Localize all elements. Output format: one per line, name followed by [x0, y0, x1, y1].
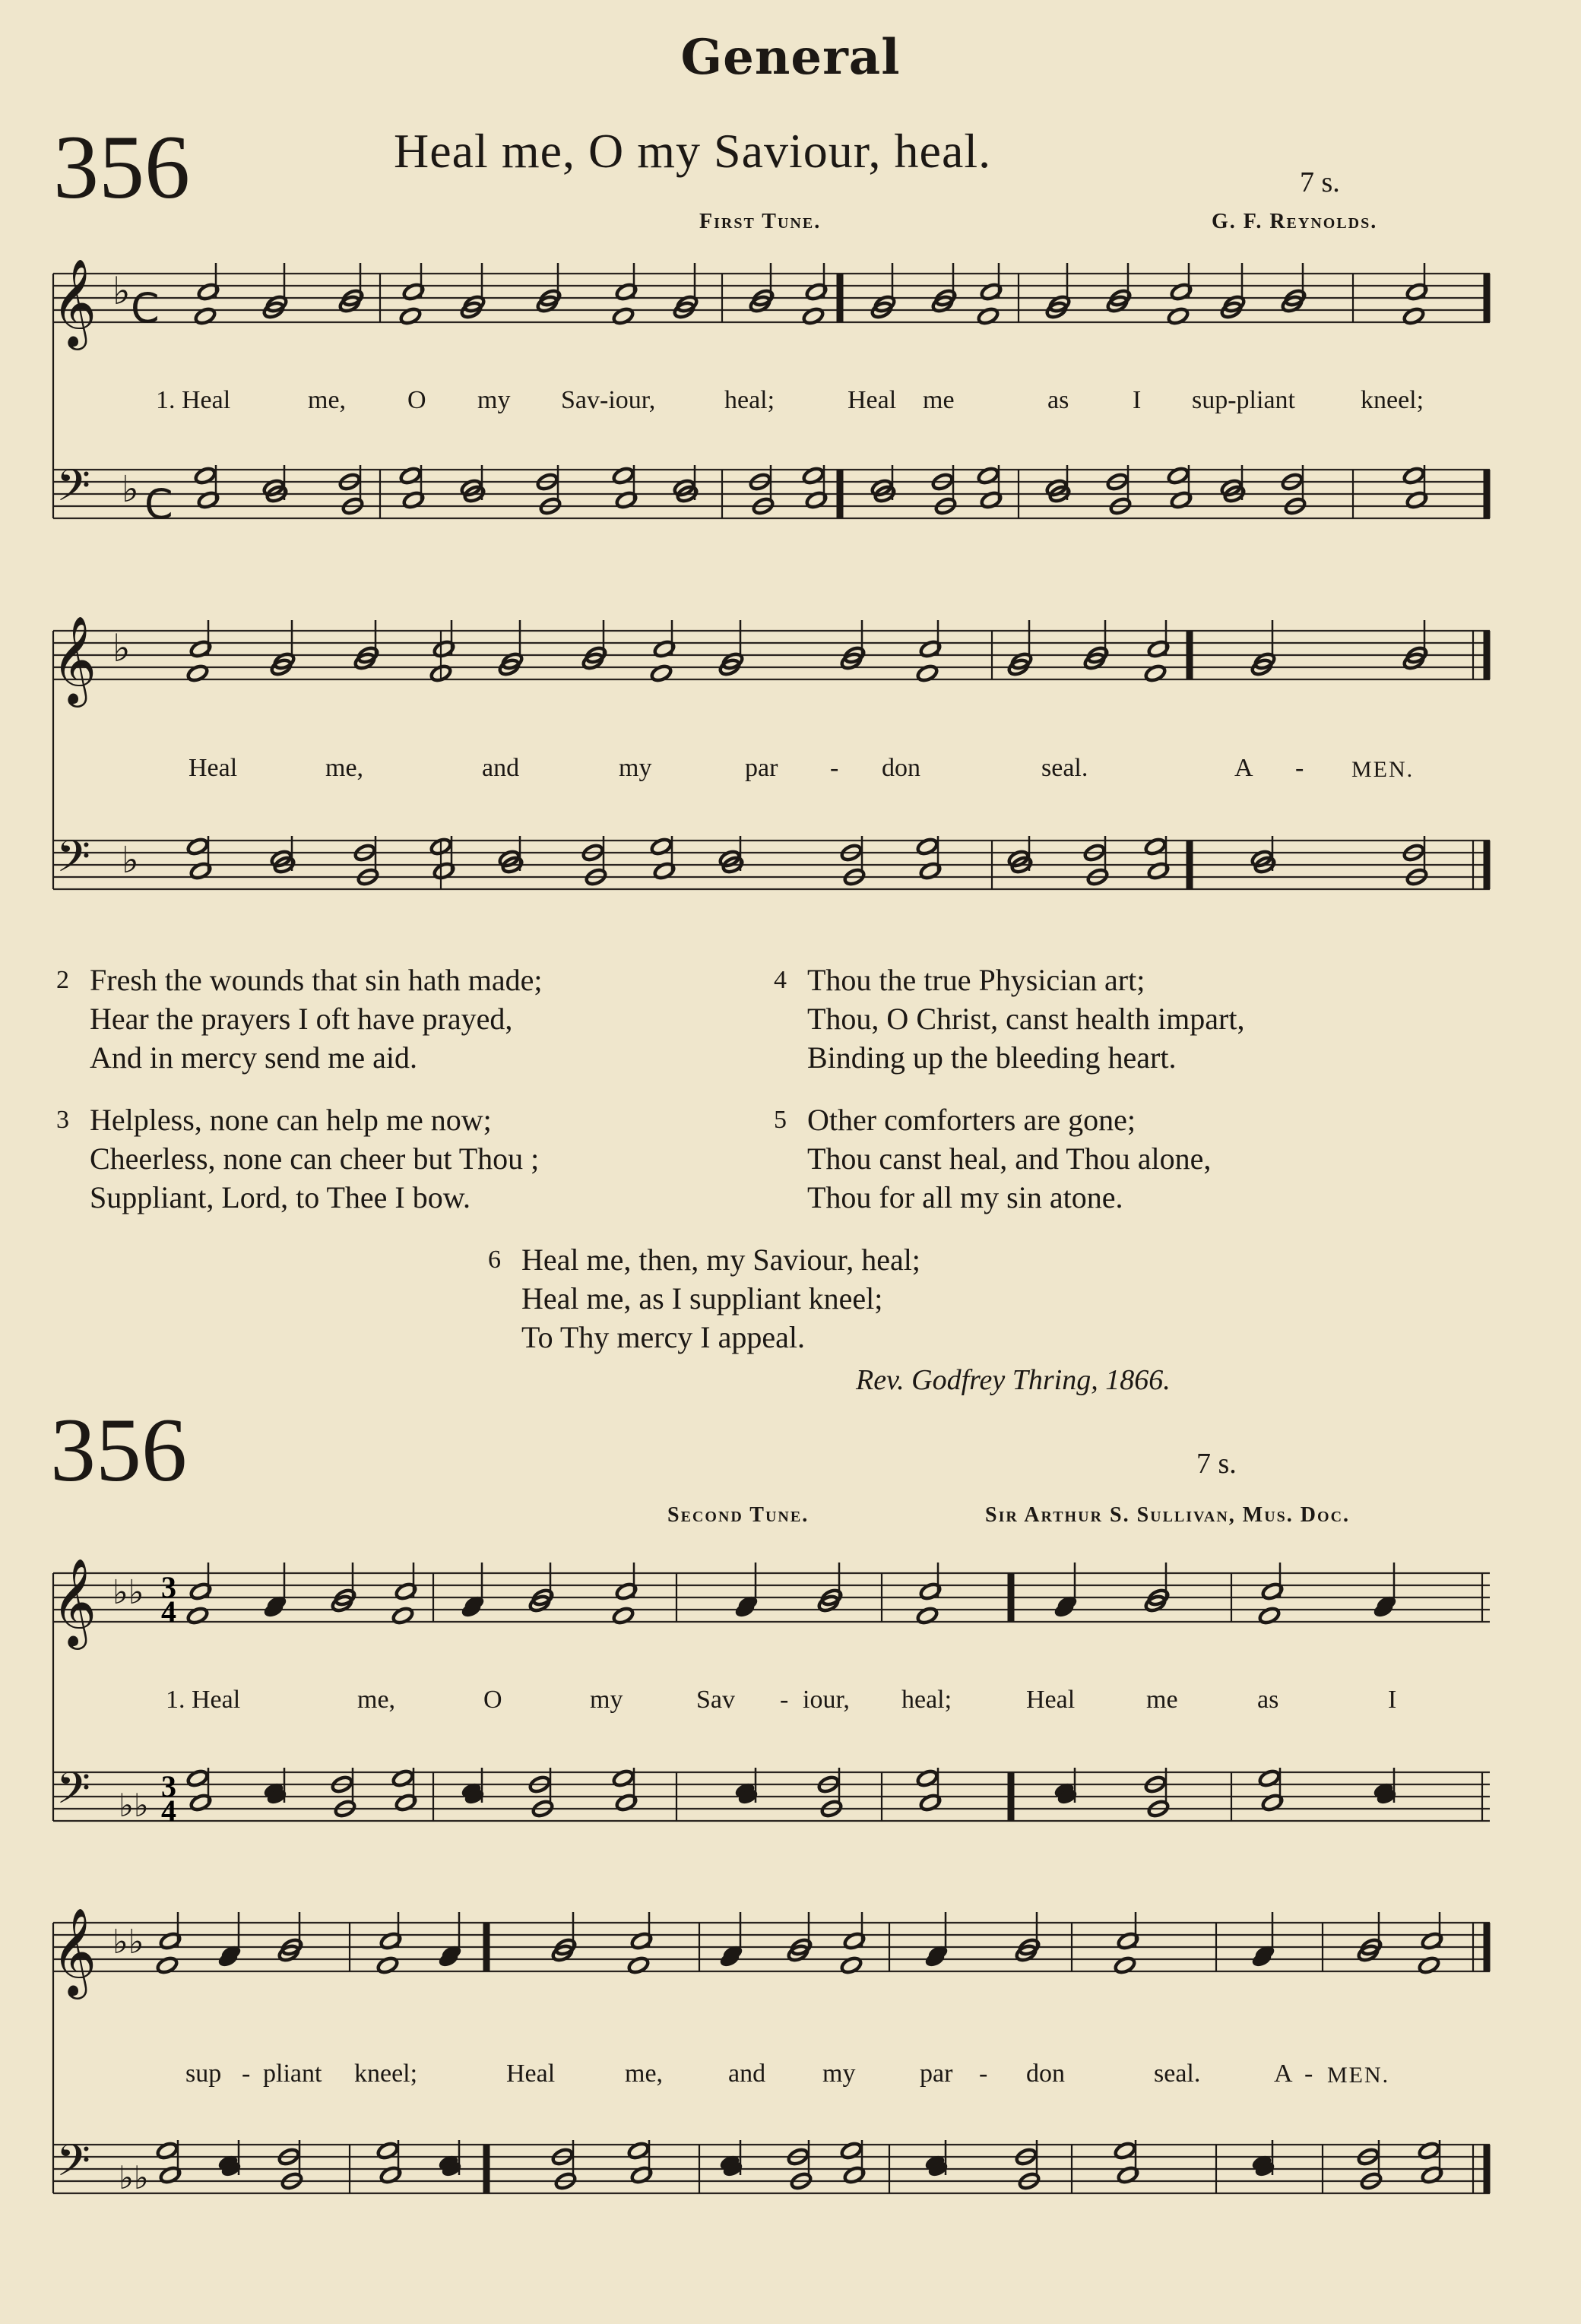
verse-number: 3	[56, 1106, 69, 1134]
lyric-syllable: seal.	[1041, 754, 1088, 782]
verse-line: Heal me, then, my Saviour, heal;	[521, 1243, 920, 1277]
bass-staff	[53, 2145, 1490, 2193]
lyric-syllable: -	[830, 754, 839, 782]
common-time-icon: C	[131, 284, 160, 332]
author-credit: Rev. Godfrey Thring, 1866.	[856, 1364, 1171, 1396]
flat-icon: ♭	[112, 626, 131, 670]
hymn-number: 356	[53, 116, 190, 217]
lyric-syllable: heal;	[724, 386, 775, 414]
lyric-syllable: my	[619, 754, 652, 782]
lyric-syllable: don	[1026, 2060, 1065, 2088]
time-signature-bottom: 4	[161, 1594, 176, 1629]
verse-line: Helpless, none can help me now;	[90, 1103, 492, 1137]
verse-line: Hear the prayers I oft have prayed,	[90, 1002, 513, 1036]
lyric-syllable: my	[590, 1686, 623, 1714]
time-signature-bottom: 4	[161, 1794, 176, 1828]
verse-line: Thou the true Physician art;	[807, 963, 1145, 997]
verse-line: Thou canst heal, and Thou alone,	[807, 1141, 1212, 1176]
composer: Sir Arthur S. Sullivan, Mus. Doc.	[985, 1503, 1351, 1527]
treble-staff	[53, 1923, 1490, 1971]
lyric-syllable: -	[1304, 2060, 1313, 2088]
flat-icon: ♭♭	[112, 1573, 144, 1612]
verse-line: Binding up the bleeding heart.	[807, 1040, 1177, 1075]
flat-icon: ♭	[112, 269, 131, 313]
bass-clef-icon: 𝄢	[56, 2135, 91, 2197]
lyric-syllable: me	[1146, 1686, 1178, 1714]
treble-clef-icon: 𝄞	[52, 1907, 97, 1996]
composer: G. F. Reynolds.	[1212, 210, 1378, 233]
lyric-syllable: iour,	[803, 1686, 850, 1714]
verse-line: Heal me, as I suppliant kneel;	[521, 1281, 883, 1316]
lyric-syllable: par	[920, 2060, 953, 2088]
lyric-syllable: me,	[357, 1686, 396, 1714]
verse-3	[56, 1100, 540, 1217]
bass-clef-icon: 𝄢	[56, 831, 91, 893]
verse-2	[56, 961, 543, 1077]
lyric-syllable: Heal	[848, 386, 897, 414]
hymn-number: 356	[50, 1399, 187, 1500]
section-header: General	[680, 29, 901, 86]
lyric-syllable: my	[822, 2060, 856, 2088]
lyric-syllable: Heal	[189, 754, 238, 782]
verse-line: Cheerless, none can cheer but Thou ;	[90, 1141, 540, 1176]
treble-clef-icon: 𝄞	[52, 1557, 97, 1646]
lyric-syllable: -	[1295, 754, 1304, 782]
lyric-syllable: as	[1257, 1686, 1279, 1714]
bar-lines	[441, 631, 1487, 889]
lyric-syllable: and	[728, 2060, 766, 2088]
treble-clef-icon: 𝄞	[52, 615, 97, 704]
lyric-syllable: me,	[625, 2060, 664, 2088]
lyric-syllable: me,	[325, 754, 364, 782]
tune-label: Second Tune.	[667, 1503, 810, 1527]
verse-line: Thou, O Christ, canst health impart,	[807, 1002, 1245, 1036]
verse-number: 4	[774, 966, 787, 994]
treble-clef-icon: 𝄞	[52, 258, 97, 347]
lyric-syllable: me,	[308, 386, 347, 414]
lyric-syllable: 1. Heal	[156, 386, 231, 414]
verse-number: 6	[488, 1246, 501, 1274]
lyric-syllable: MEN.	[1351, 757, 1415, 782]
lyric-syllable: -	[780, 1686, 789, 1714]
lyric-syllable: Heal	[506, 2060, 556, 2088]
lyric-syllable: don	[882, 754, 920, 782]
lyric-syllable: Sav-iour,	[561, 386, 656, 414]
bass-clef-icon: 𝄢	[56, 1762, 91, 1825]
lyric-syllable: I	[1388, 1686, 1397, 1714]
bass-clef-icon: 𝄢	[56, 460, 91, 522]
lyric-syllable: 1. Heal	[166, 1686, 241, 1714]
lyric-syllable: Sav	[696, 1686, 735, 1714]
lyric-syllable: MEN.	[1327, 2063, 1390, 2088]
verse-6	[488, 1240, 920, 1357]
verse-number: 2	[56, 966, 69, 994]
meter: 7 s.	[1196, 1448, 1237, 1480]
lyric-syllable: as	[1047, 386, 1069, 414]
lyric-syllable: O	[483, 1686, 502, 1714]
verse-line: Other comforters are gone;	[807, 1103, 1136, 1137]
lyric-syllable: I	[1133, 386, 1142, 414]
flat-icon: ♭	[122, 468, 139, 511]
lyric-syllable: O	[407, 386, 426, 414]
verse-line: Thou for all my sin atone.	[807, 1180, 1123, 1214]
lyric-syllable: and	[482, 754, 520, 782]
lyric-syllable: A	[1234, 754, 1253, 782]
music-system	[46, 616, 1497, 950]
verse-line: And in mercy send me aid.	[90, 1040, 417, 1075]
verse-line: Fresh the wounds that sin hath made;	[90, 963, 543, 997]
hymn-title: Heal me, O my Saviour, heal.	[394, 124, 992, 178]
flat-icon: ♭♭	[119, 1787, 149, 1824]
music-system	[46, 1550, 1497, 1877]
flat-icon: ♭♭	[112, 1923, 144, 1961]
lyric-syllable: seal.	[1154, 2060, 1201, 2088]
verse-5	[774, 1100, 1212, 1217]
time-signature-top: 3	[161, 1769, 176, 1803]
common-time-icon: C	[144, 480, 173, 528]
lyric-syllable: par	[745, 754, 778, 782]
lyric-syllable: -	[979, 2060, 988, 2088]
bar-lines	[350, 1923, 1487, 2193]
verse-line: Suppliant, Lord, to Thee I bow.	[90, 1180, 471, 1214]
lyric-syllable: my	[477, 386, 511, 414]
lyric-syllable: kneel;	[1361, 386, 1424, 414]
lyric-syllable: Heal	[1026, 1686, 1076, 1714]
lyric-syllable: kneel;	[354, 2060, 418, 2088]
verse-number: 5	[774, 1106, 787, 1134]
lyric-syllable: pliant	[263, 2060, 322, 2088]
verse-line: To Thy mercy I appeal.	[521, 1320, 805, 1354]
meter: 7 s.	[1300, 166, 1340, 198]
flat-icon: ♭	[122, 839, 139, 882]
lyric-syllable: sup	[185, 2060, 222, 2088]
lyric-syllable: sup-pliant	[1192, 386, 1295, 414]
lyric-syllable: -	[242, 2060, 251, 2088]
lyric-syllable: me	[923, 386, 955, 414]
verse-4	[774, 961, 1245, 1077]
time-signature-top: 3	[161, 1570, 176, 1604]
lyric-syllable: heal;	[901, 1686, 952, 1714]
tune-label: First Tune.	[699, 210, 822, 233]
lyric-syllable: A	[1274, 2060, 1293, 2088]
flat-icon: ♭♭	[119, 2159, 149, 2196]
